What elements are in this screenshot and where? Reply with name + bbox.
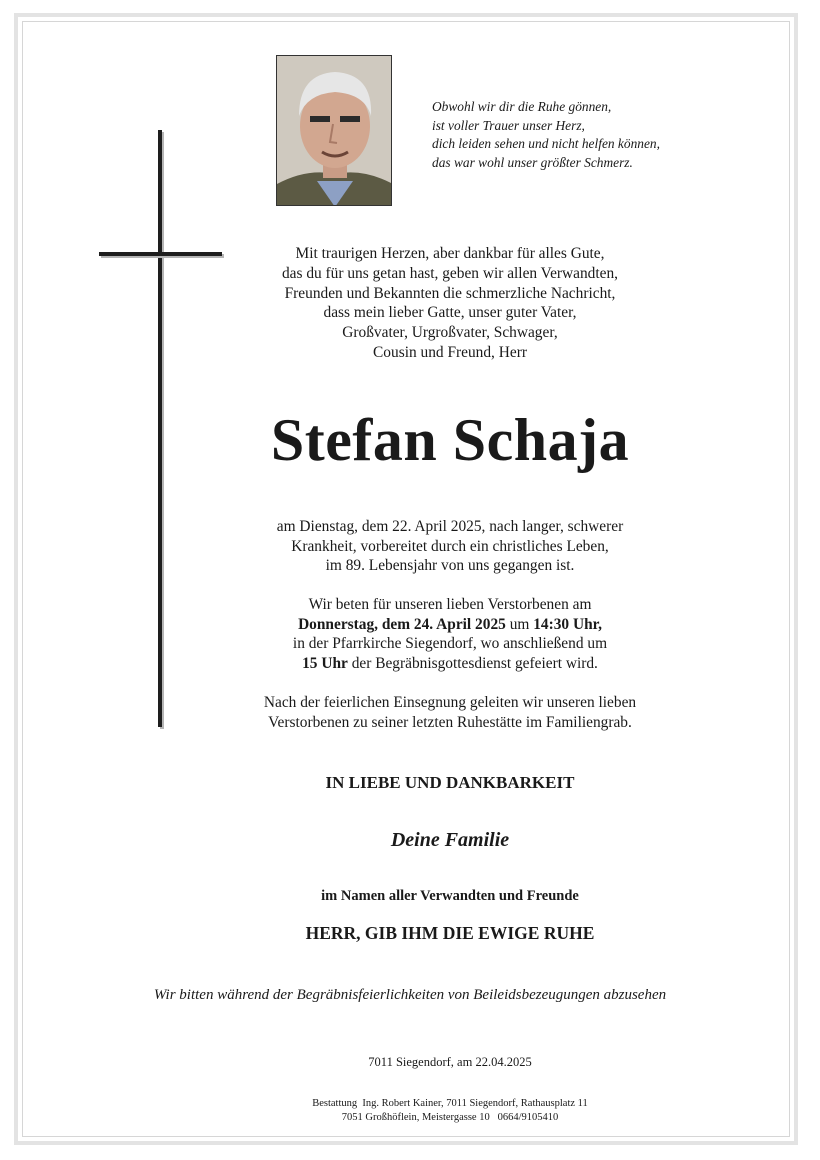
intro-line: Mit traurigen Herzen, aber dankbar für alles Gute, — [295, 245, 605, 262]
funeral-line-2 — [180, 615, 720, 635]
intro-line: dass mein lieber Gatte, unser guter Vater, — [323, 304, 577, 322]
funeral-um: um — [505, 615, 534, 633]
deceased-name: Stefan Schaja — [270, 407, 630, 473]
place-date: 7011 Siegendorf, am 22.04.2025 — [368, 1055, 532, 1069]
intro-line: das du für uns getan hast, geben wir allen Verwandten, — [281, 264, 619, 282]
death-notice-line: Krankheit, vorbereitet durch ein christliches Leben, — [291, 537, 609, 555]
love-heading: IN LIEBE UND DANKBARKEIT — [325, 773, 575, 792]
funeral-info — [180, 595, 720, 673]
death-notice — [180, 517, 720, 576]
burial-line: Nach der feierlichen Einsegnung geleiten wir unseren lieben — [263, 694, 637, 711]
condolence-request: Wir bitten während der Begräbnisfeierlichkeiten von Beileidsbezeugungen abzusehen — [153, 987, 667, 1003]
poem-line: Obwohl wir dir die Ruhe gönnen, — [432, 99, 612, 114]
on-behalf-text: im Namen aller Verwandten und Freunde — [321, 888, 579, 904]
poem-line: ist voller Trauer unser Herz, — [432, 117, 585, 133]
funeral-line-1: Wir beten für unseren lieben Verstorbenen am — [308, 596, 592, 613]
intro-line: Großvater, Urgroßvater, Schwager, — [342, 324, 558, 342]
poem — [432, 98, 762, 172]
intro-text — [180, 244, 720, 363]
funeral-line-3: in der Pfarrkirche Siegendorf, wo anschließend um — [292, 635, 608, 652]
poem-line: dich leiden sehen und nicht helfen können, — [432, 136, 660, 151]
portrait-photo — [276, 55, 392, 206]
funeral-time: 14:30 Uhr — [533, 615, 599, 633]
funeral-date: Donnerstag, dem 24. April 2025 — [298, 615, 506, 633]
intro-line: Cousin und Freund, Herr — [373, 343, 527, 361]
funeral-comma: , — [598, 615, 602, 633]
prayer-heading: HERR, GIB IHM DIE EWIGE RUHE — [305, 923, 595, 943]
footer-line-1: Bestattung Ing. Robert Kainer, 7011 Siegendorf, Rathausplatz 11 — [312, 1098, 588, 1109]
cross-icon — [158, 130, 162, 727]
death-notice-line: im 89. Lebensjahr von uns gegangen ist. — [325, 557, 575, 574]
page-border-inner — [22, 21, 790, 1137]
burial-info — [180, 693, 720, 732]
intro-line: Freunden und Bekannten die schmerzliche Nachricht, — [284, 284, 616, 302]
funeral-home-footer — [180, 1097, 720, 1125]
service-hour: 15 Uhr — [302, 654, 348, 672]
poem-line: das war wohl unser größter Schmerz. — [432, 154, 633, 170]
footer-line-2: 7051 Großhöflein, Meistergasse 10 0664/9105410 — [341, 1112, 559, 1123]
service-text: der Begräbnisgottesdienst gefeiert wird. — [347, 654, 598, 672]
burial-line: Verstorbenen zu seiner letzten Ruhestätte im Familiengrab. — [268, 713, 632, 731]
death-notice-line: am Dienstag, dem 22. April 2025, nach langer, schwerer — [276, 518, 624, 535]
funeral-line-4 — [180, 654, 720, 674]
family-signature: Deine Familie — [390, 829, 510, 851]
